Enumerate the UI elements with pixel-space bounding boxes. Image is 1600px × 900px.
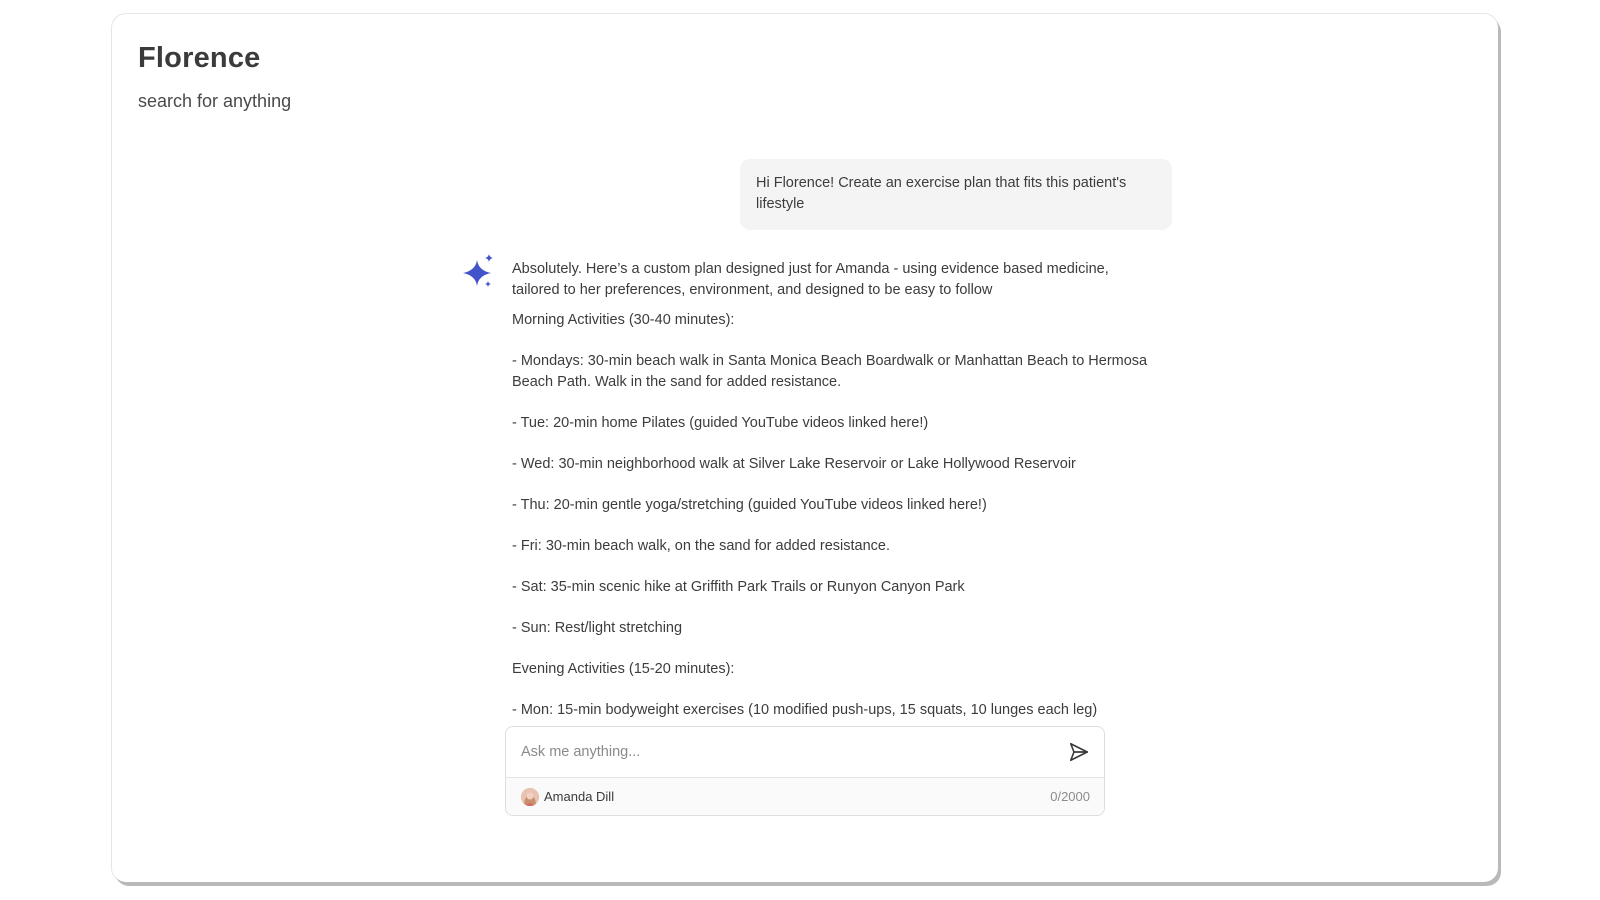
plan-item: - Fri: 30-min beach walk, on the sand for added resistance. — [512, 538, 890, 554]
plan-item: - Mondays: 30-min beach walk in Santa Monica Beach Boardwalk or Manhattan Beach to Hermosa Beach Path. Walk in the sand for added resistance. — [512, 353, 1148, 390]
character-count: 0/2000 — [1050, 789, 1090, 804]
plan-item: - Wed: 30-min neighborhood walk at Silver Lake Reservoir or Lake Hollywood Reservoir — [512, 456, 1076, 472]
user-message-bubble: Hi Florence! Create an exercise plan that fits this patient's lifestyle — [740, 159, 1172, 230]
morning-plan-list — [512, 351, 1152, 639]
sparkle-icon — [462, 254, 496, 290]
chat-composer — [505, 726, 1105, 816]
assistant-message — [512, 259, 1152, 741]
plan-item: - Mon: 15-min bodyweight exercises (10 modified push-ups, 15 squats, 10 lunges each leg) — [512, 702, 1098, 718]
evening-heading: Evening Activities (15-20 minutes): — [512, 661, 735, 677]
plan-item: - Tue: 20-min home Pilates (guided YouTube videos linked here!) — [512, 415, 929, 431]
plan-item: - Sat: 35-min scenic hike at Griffith Park Trails or Runyon Canyon Park — [512, 579, 965, 595]
avatar — [521, 788, 539, 806]
morning-heading: Morning Activities (30-40 minutes): — [512, 312, 735, 328]
plan-item: - Sun: Rest/light stretching — [512, 620, 683, 636]
patient-name: Amanda Dill — [544, 789, 615, 804]
plan-item: - Thu: 20-min gentle yoga/stretching (guided YouTube videos linked here!) — [512, 497, 987, 513]
app-subtitle: search for anything — [138, 91, 292, 111]
app-title: Florence — [138, 42, 261, 74]
chat-input[interactable] — [506, 727, 1061, 777]
send-icon[interactable] — [1068, 741, 1090, 763]
app-window — [112, 14, 1498, 882]
composer-footer — [506, 777, 1104, 816]
assistant-intro: Absolutely. Here’s a custom plan designed just for Amanda - using evidence based medicine, tailored to her preferences, environment, and designed to be easy to follow — [512, 261, 1109, 298]
evening-plan-list — [512, 700, 1152, 721]
